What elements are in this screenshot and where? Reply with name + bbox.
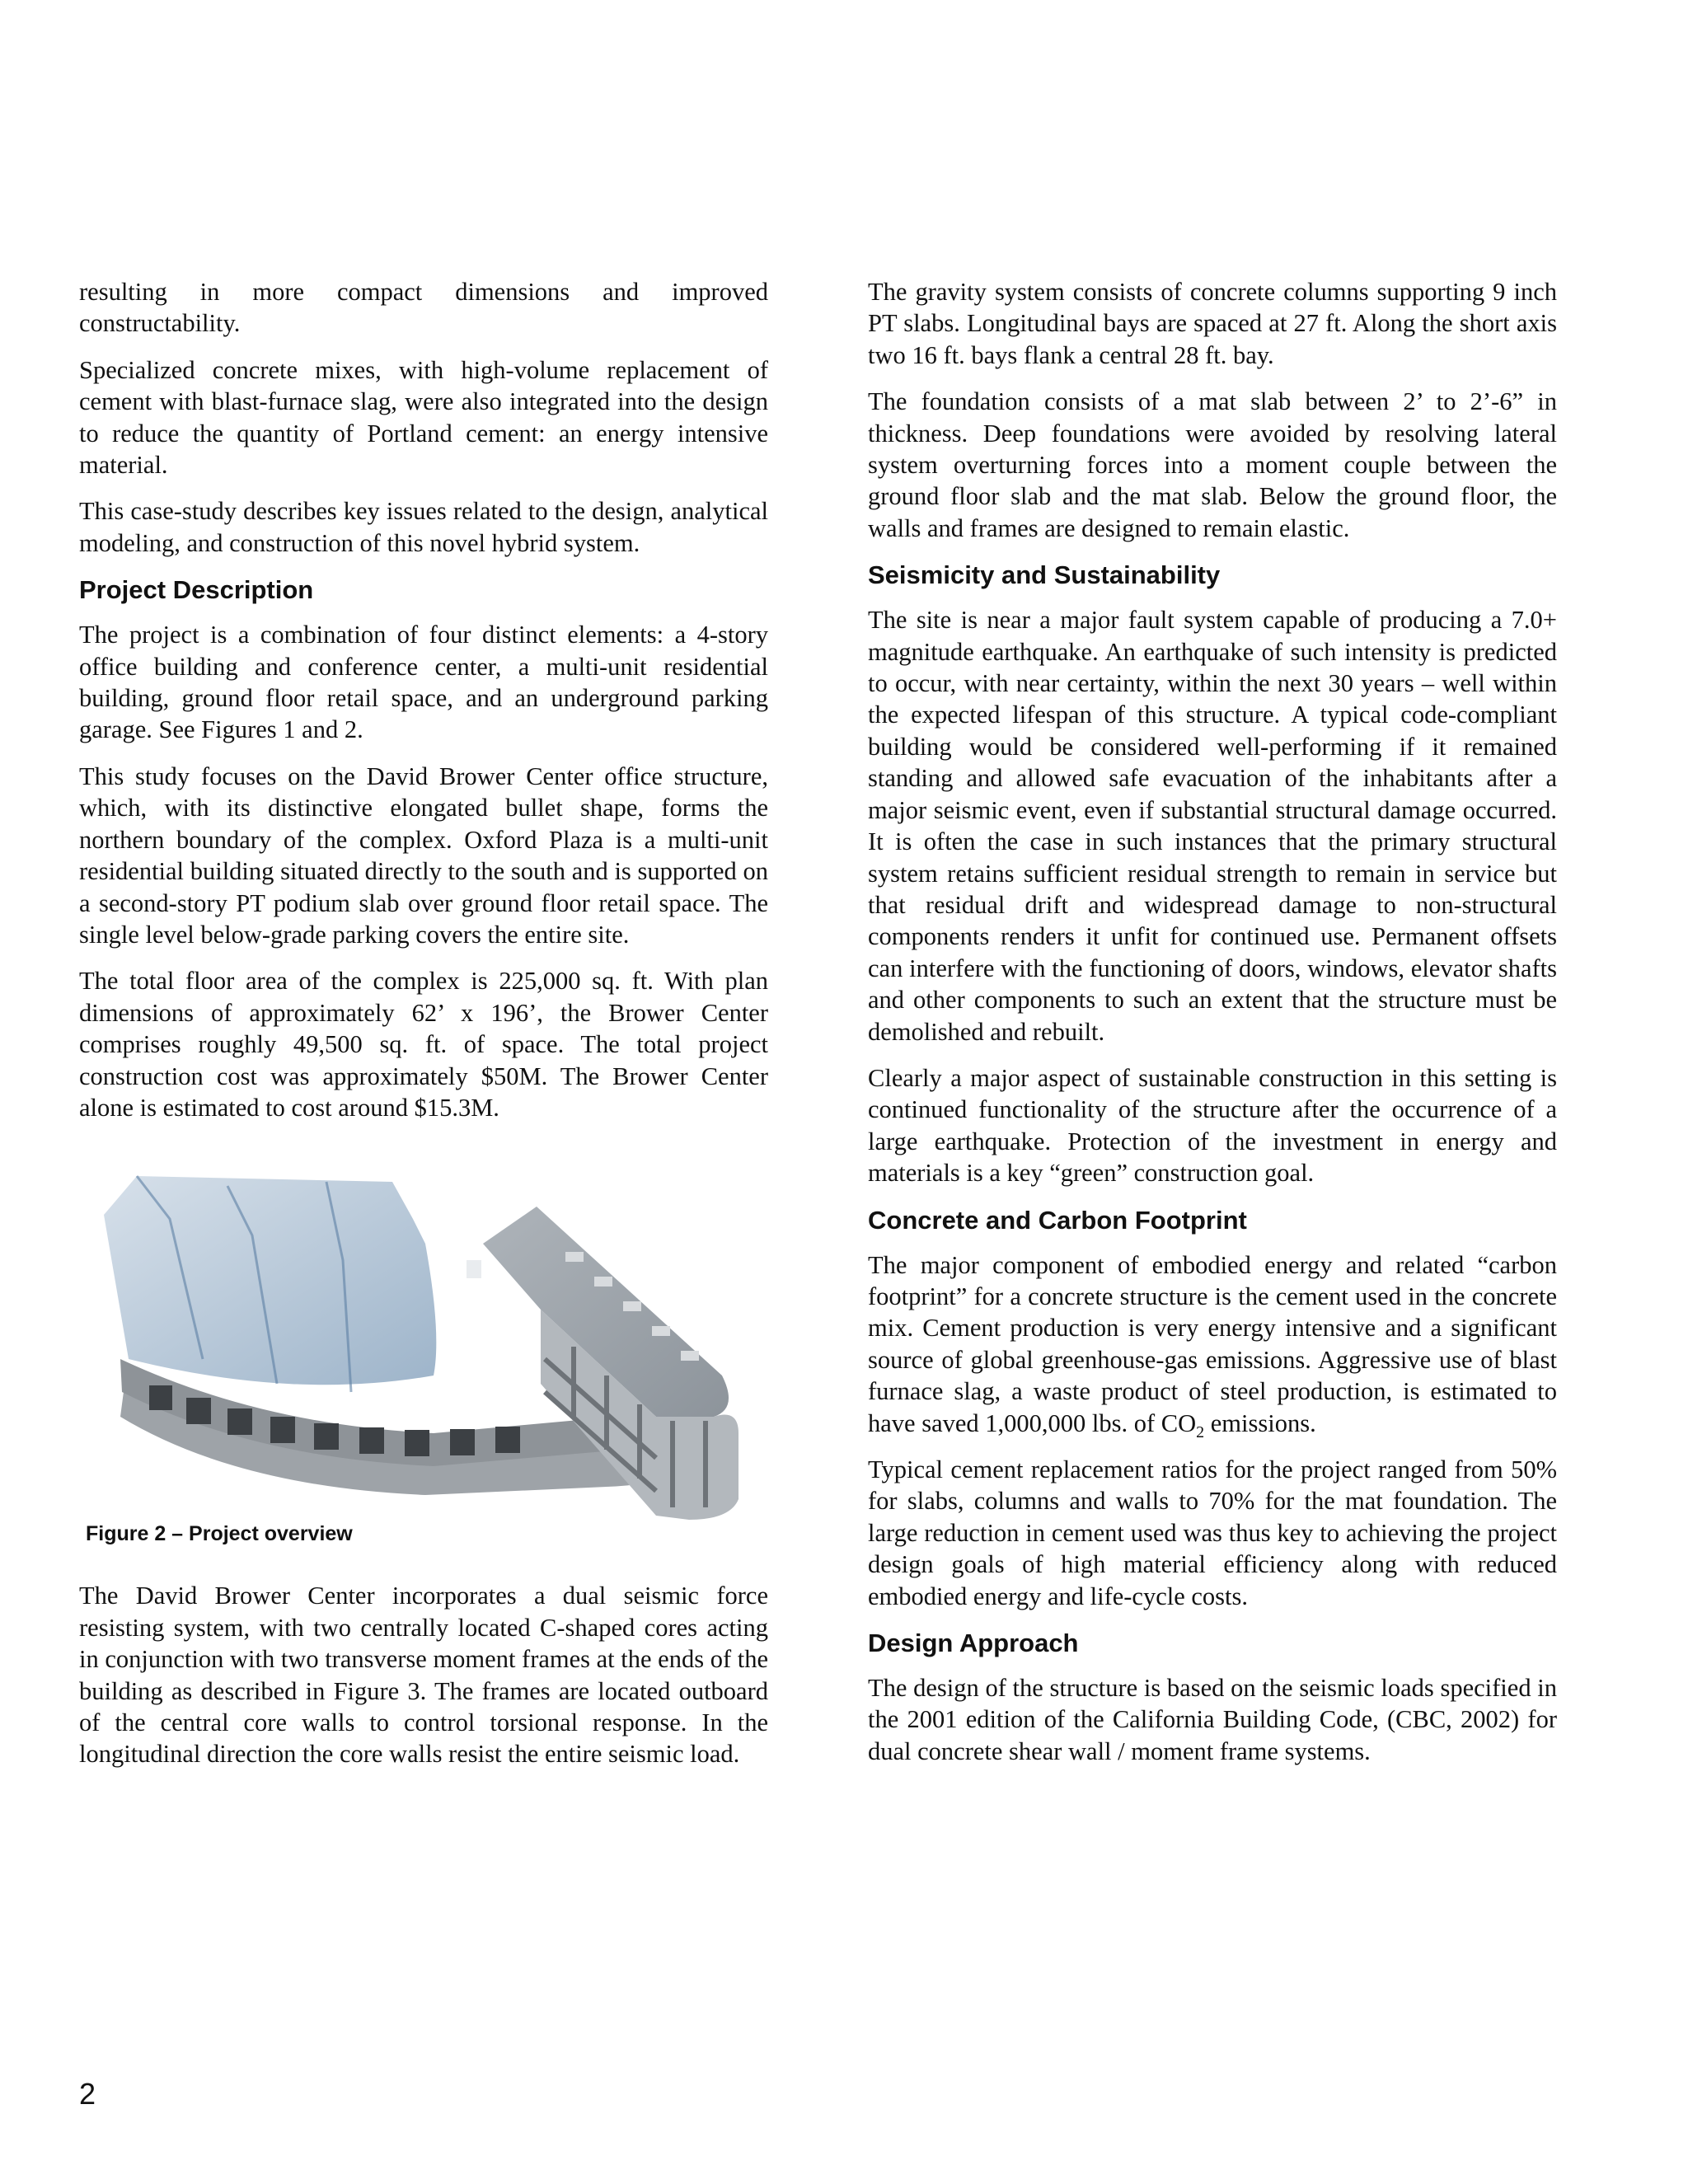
figure-project-overview: [79, 1169, 768, 1565]
section-heading-project-description: Project Description: [79, 575, 314, 605]
section-heading-design-approach: Design Approach: [868, 1629, 1079, 1658]
text-run: emissions.: [1204, 1408, 1316, 1437]
residential-building-massing: [104, 1176, 436, 1385]
paragraph: The site is near a major fault system capable of producing a 7.0+ magnitude earthquake. An earthquake of such intensity is predicted to occur, with near certainty, within the next 30 years – well within the expected lifespan of this structure. A typical code-compliant building would be considered well-performing if it remained standing and allowed safe evacuation of the inhabitants after a major seismic event, even if substantial structural damage occurred. It is often the case in such instances that the primary structural system retains sufficient residual strength to remain in service but that residual drift and widespread damage to non-structural components renders it unfit for continued use. Permanent offsets can interfere with the functioning of doors, windows, elevator shafts and other components to such an extent that the structure must be demolished and rebuilt.: [868, 606, 1557, 1046]
project-overview-rendering: [79, 1169, 768, 1524]
page-number: 2: [79, 2077, 96, 2111]
paragraph: Typical cement replacement ratios for the project ranged from 50% for slabs, columns and walls to 70% for the mat foundation. The large reduction in cement used was thus key to achieving the project design goals of high material efficiency along with reduced embodied energy and life-cycle costs.: [868, 1455, 1557, 1610]
paragraph: The design of the structure is based on the seismic loads specified in the 2001 edition of the California Building Code, (CBC, 2002) for dual concrete shear wall / moment frame systems.: [868, 1674, 1557, 1765]
paragraph: This case-study describes key issues related to the design, analytical modeling, and construction of this novel hybrid system.: [79, 497, 768, 557]
section-heading-seismicity: Seismicity and Sustainability: [868, 560, 1221, 590]
subscript: 2: [1196, 1422, 1205, 1441]
left-column: [79, 276, 768, 1785]
paragraph-co2: [868, 1249, 1557, 1439]
text-run: The major component of embodied energy and related “carbon footprint” for a concrete structure is the cement used in the concrete mix. Cement production is very energy intensive and a significant source of global greenhouse-gas emissions. Aggressive use of blast furnace slag, a waste product of steel production, is estimated to have saved 1,000,000 lbs. of CO: [868, 1250, 1557, 1437]
section-heading-concrete-carbon: Concrete and Carbon Footprint: [868, 1205, 1247, 1235]
paragraph: The foundation consists of a mat slab between 2’ to 2’-6” in thickness. Deep foundations were avoided by resolving lateral system overturning forces into a moment couple between the ground floor slab and the mat slab. Below the ground floor, the walls and frames are designed to remain elastic.: [868, 387, 1557, 542]
paragraph: Clearly a major aspect of sustainable construction in this setting is continued functionality of the structure after the occurrence of a large earthquake. Protection of the investment in energy and materials is a key “green” construction goal.: [868, 1063, 1557, 1188]
right-column: [868, 276, 1557, 1782]
paragraph: This study focuses on the David Brower Center office structure, which, with its distinctive elongated bullet shape, forms the northern boundary of the complex. Oxford Plaza is a multi-unit residential building situated directly to the south and is supported on a second-story PT podium slab over ground floor retail space. The single level below-grade parking covers the entire site.: [79, 762, 768, 949]
paragraph: The project is a combination of four distinct elements: a 4-story office building and conference center, a multi-unit residential building, ground floor retail space, and an underground parking garage. See Figures 1 and 2.: [79, 621, 768, 744]
paragraph: The total floor area of the complex is 225,000 sq. ft. With plan dimensions of approximately 62’ x 196’, the Brower Center comprises roughly 49,500 sq. ft. of space. The total project construction cost was approximately $50M. The Brower Center alone is estimated to cost around $15.3M.: [79, 967, 768, 1122]
roof-skylight: [467, 1260, 481, 1278]
paragraph: Specialized concrete mixes, with high-volume replacement of cement with blast-furnace slag, were also integrated into the design to reduce the quantity of Portland cement: an energy intensive material.: [79, 355, 768, 480]
paragraph: resulting in more compact dimensions and improved constructability.: [79, 278, 768, 338]
paragraph: The gravity system consists of concrete columns supporting 9 inch PT slabs. Longitudinal bays are spaced at 27 ft. Along the short axis two 16 ft. bays flank a central 28 ft. bay.: [868, 278, 1557, 369]
paragraph: The David Brower Center incorporates a dual seismic force resisting system, with two centrally located C-shaped cores acting in conjunction with two transverse moment frames at the ends of the building as described in Figure 3. The frames are located outboard of the central core walls to control torsional response. In the longitudinal direction the core walls resist the entire seismic load.: [79, 1582, 768, 1769]
figure-caption: Figure 2 – Project overview: [86, 1522, 353, 1546]
